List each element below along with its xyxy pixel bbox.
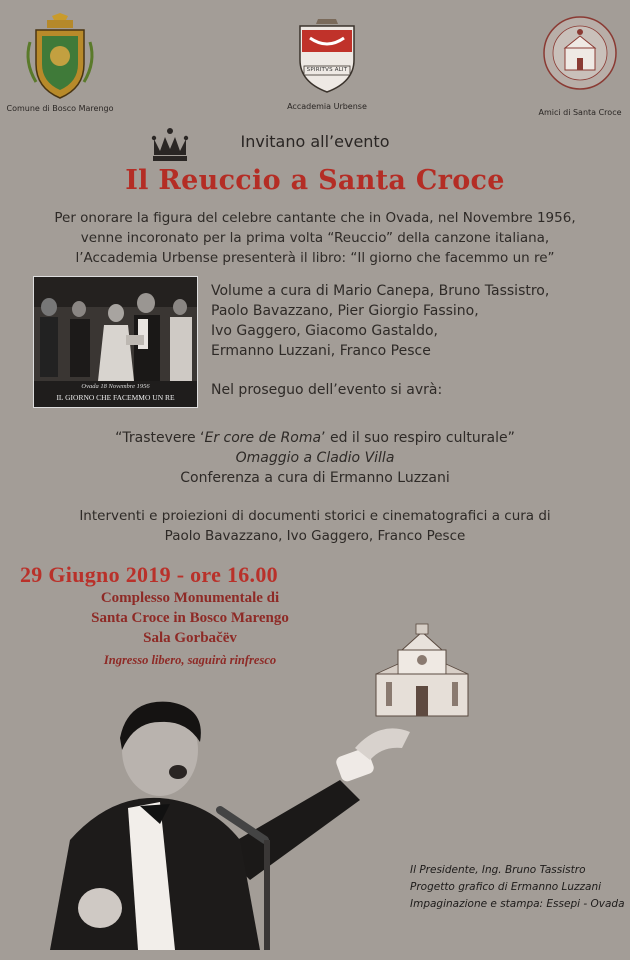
interventi-line: Paolo Bavazzano, Ivo Gaggero, Franco Pesce [164,528,466,544]
authors-line: Ivo Gaggero, Giacomo Gastaldo, [211,323,438,339]
authors-line: Ermanno Luzzani, Franco Pesce [211,343,431,359]
intro-line: venne incoronato per la prima volta “Reuccio” della canzone italiana, [80,230,550,246]
venue-line: Santa Croce in Bosco Marengo [91,610,289,626]
credits-line: Il Presidente, Ing. Bruno Tassistro [410,864,586,876]
logo-comune [6,12,114,113]
authors-line: Volume a cura di Mario Canepa, Bruno Tassistro, [211,283,550,299]
round-church-seal-icon [541,14,619,92]
invite-text: Invitano all’evento [240,132,390,151]
credits-line: Impaginazione e stampa: Essepi - Ovada [410,898,625,910]
ceremony-photo-icon [34,277,197,381]
program-line-2: Omaggio a Cladio Villa [235,450,395,466]
interventi-line: Interventi e proiezioni di documenti storici e cinematografici a cura di [79,508,551,524]
book-cover-photo [33,276,198,408]
logo-amici [538,14,622,117]
authors-block [211,281,549,361]
logo-caption-accademia: Accademia Urbense [287,102,367,111]
program-line-1: “Trastevere ‘Er core de Roma’ ed il suo respiro culturale” [115,430,515,446]
photo-caption-date: Ovada 18 Novembre 1956 [81,383,150,390]
credits-block [410,862,625,913]
venue-block [40,588,340,648]
coat-of-arms-icon [20,12,100,102]
logo-caption-amici: Amici di Santa Croce [538,108,622,117]
event-date: 29 Giugno 2019 - ore 16.00 [20,562,278,587]
program-line-3: Conferenza a cura di Ermanno Luzzani [180,470,450,486]
accademia-motto: SPIRITVS ALIT [306,67,348,73]
proseguo-text: Nel proseguo dell’evento si avrà: [211,382,443,398]
intro-line: l’Accademia Urbense presenterà il libro: “Il giorno che facemmo un re” [75,250,555,266]
event-title: Il Reuccio a Santa Croce [125,165,505,196]
venue-line: Complesso Monumentale di [100,590,280,606]
logo-accademia [287,16,367,112]
program-italic: Er core de Roma [204,430,322,446]
shield-crest-icon [292,16,362,94]
venue-line: Sala Gorbačëv [143,630,237,646]
authors-line: Paolo Bavazzano, Pier Giorgio Fassino, [211,303,479,319]
logo-caption-comune: Comune di Bosco Marengo [6,104,114,113]
photo-caption-title: IL GIORNO CHE FACEMMO UN RE [56,393,175,402]
intro-line: Per onorare la figura del celebre cantante che in Ovada, nel Novembre 1956, [54,210,576,226]
credits-line: Progetto grafico di Ermanno Luzzani [410,881,602,893]
interventi-block [0,506,630,546]
singer-illustration [10,690,430,950]
program-block [0,428,630,488]
intro-paragraph [0,208,630,268]
ingresso-text: Ingresso libero, saguirà rinfresco [103,653,277,667]
